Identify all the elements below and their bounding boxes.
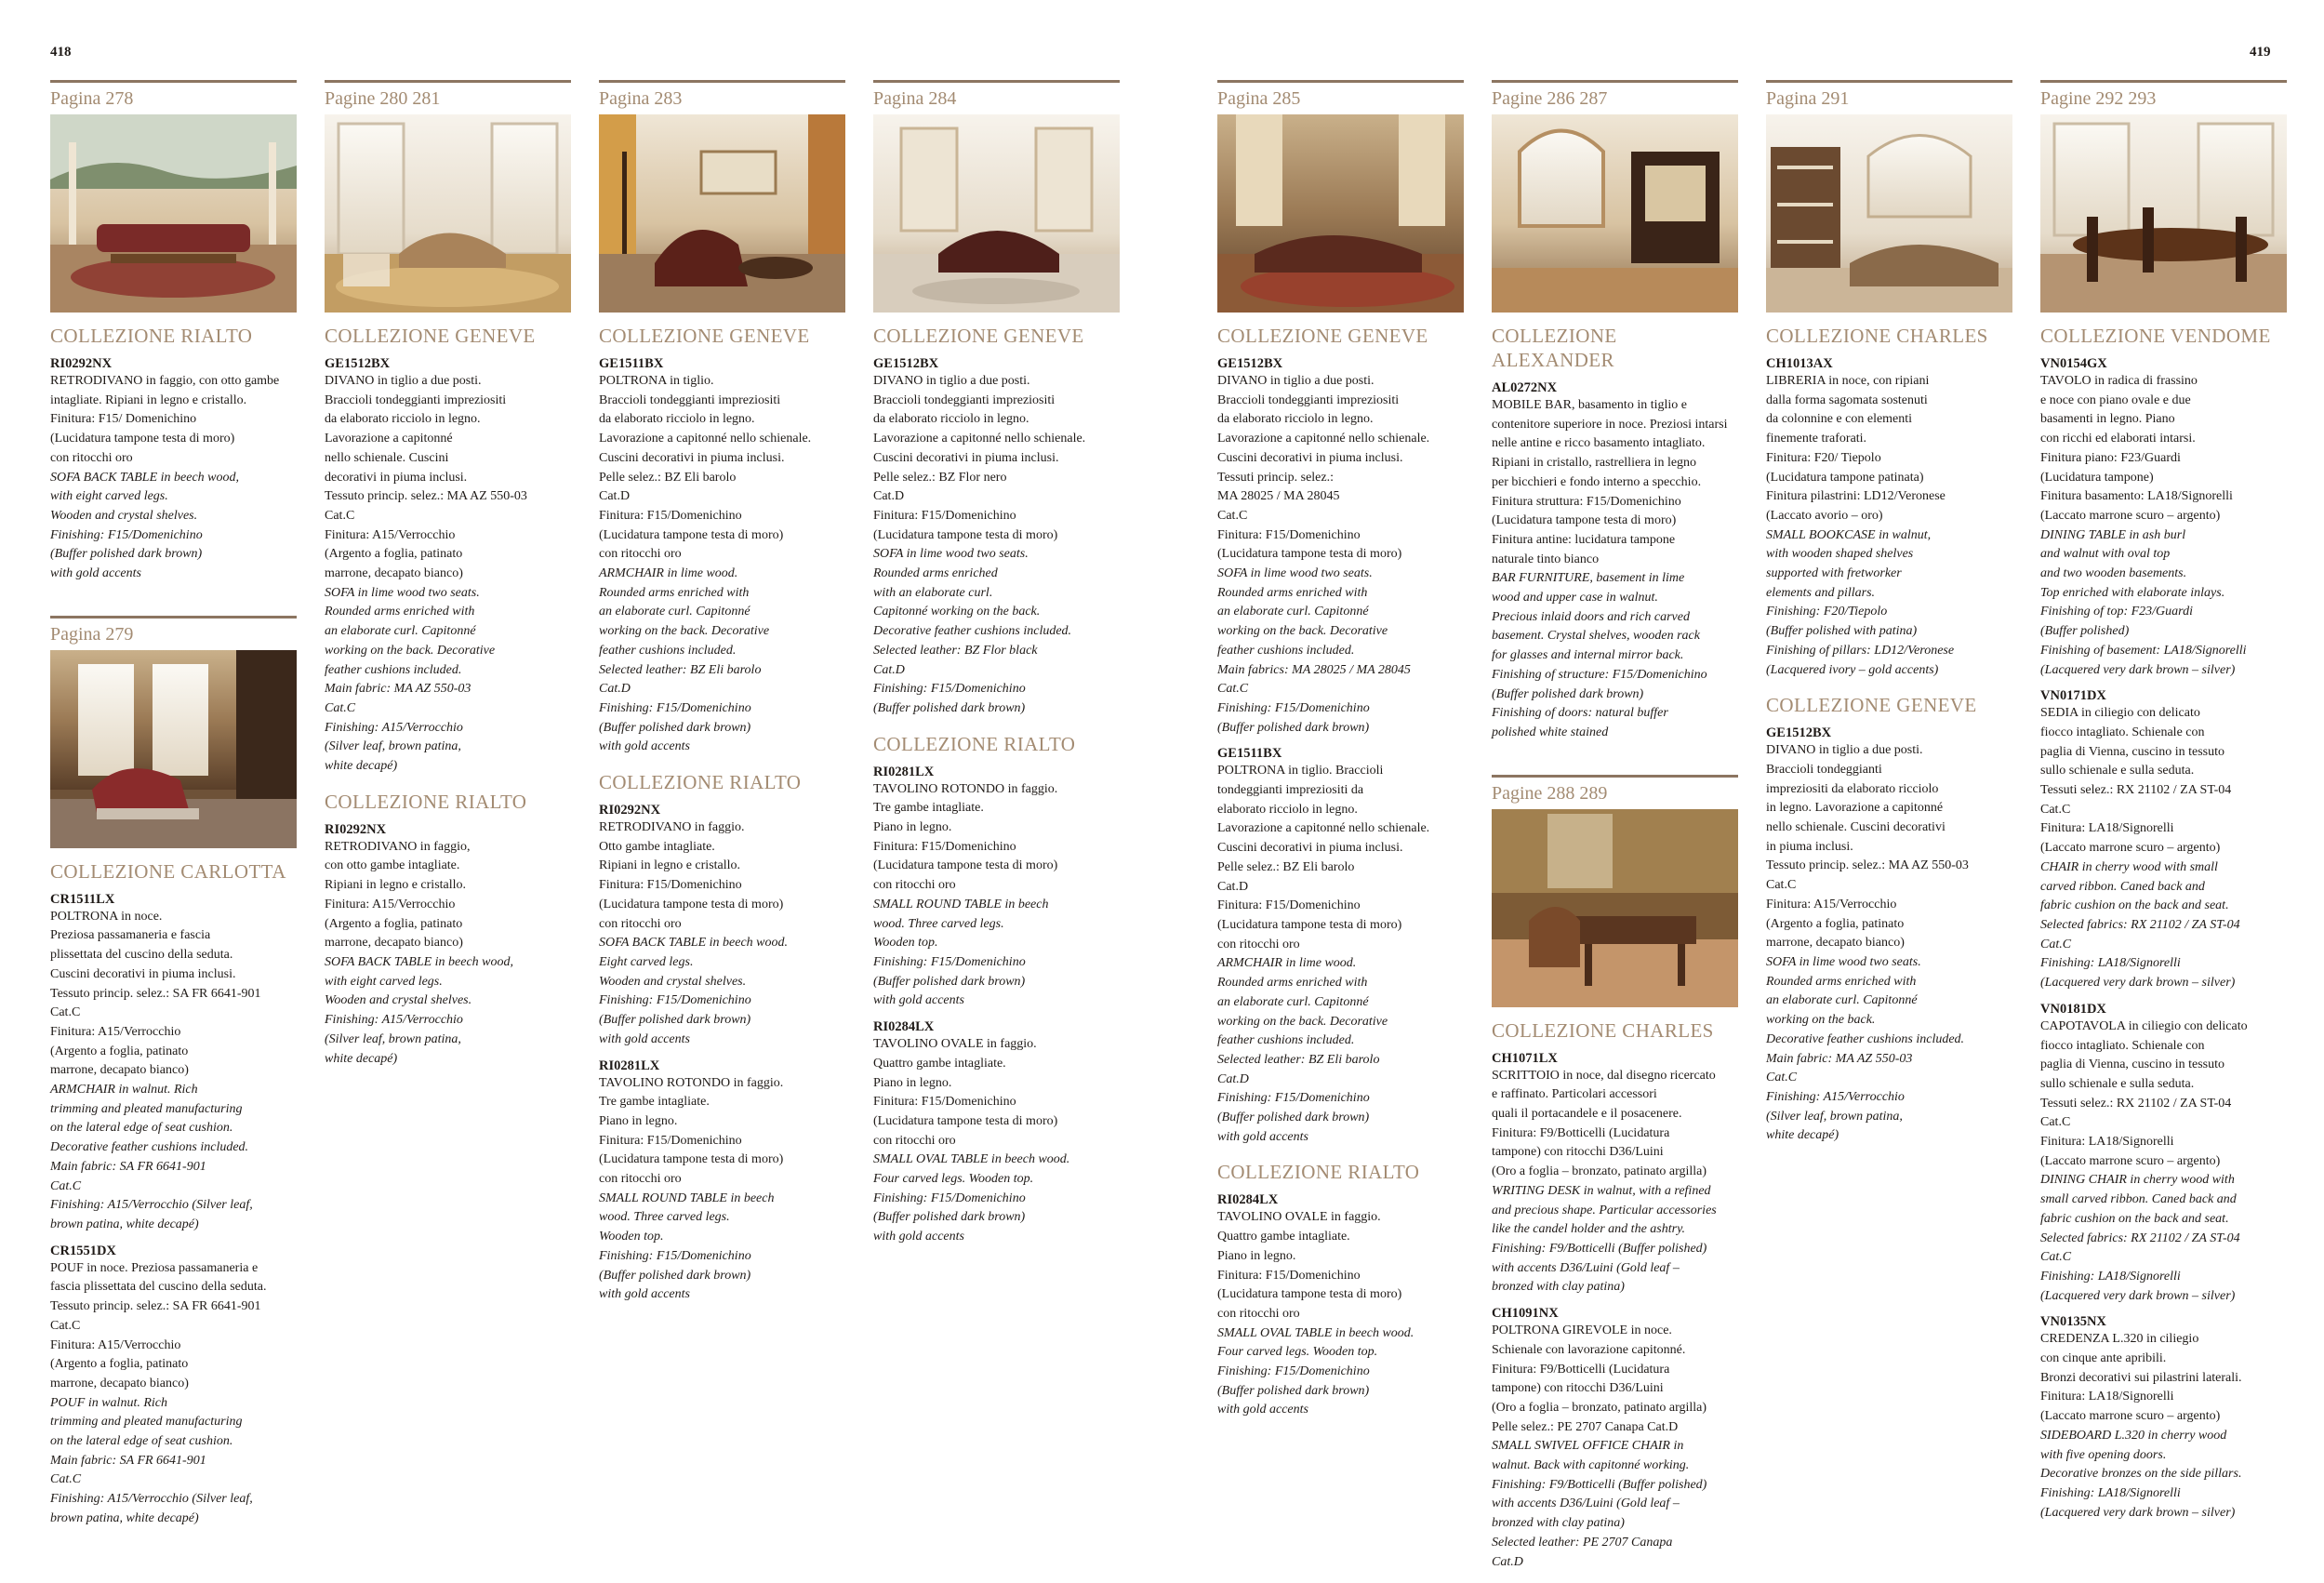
collection-title: COLLEZIONE GENEVE (599, 325, 810, 347)
product-code: VN0154GX (2040, 356, 2107, 371)
product-description-it: SEDIA in ciliegio con delicato fiocco intagliato. Schienale con paglia di Vienna, cuscino in tessuto sullo schienale e sulla seduta. Tessuti selez.: RX 21102 / ZA ST-04 Cat.C Finitura: LA18/Signorelli (Laccato marrone scuro – argento) (2040, 706, 2232, 856)
product-description-en: ARMCHAIR in lime wood. Rounded arms enriched with an elaborate curl. Capitonné working on the back. Decorative feather cushions included. Selected leather: BZ Eli barolo Cat.D Finishing: F15/Domenichino (Buffer polished dark brown) with gold accents (599, 566, 770, 754)
page-reference: Pagina 291 (1766, 88, 1850, 109)
product-description-it: POLTRONA in noce. Preziosa passamaneria e fascia plissettata del cuscino della seduta. Cuscini decorativi in piuma inclusi. Tessuto princip. selez.: SA FR 6641-901 Cat.C Finitura: A15/Verrocchio (Argento a foglia, patinato marrone, decapato bianco) (50, 909, 261, 1078)
product-photo (599, 114, 845, 313)
divider (1217, 80, 1464, 83)
product-description-it: DIVANO in tiglio a due posti. Braccioli tondeggianti impreziositi da elaborato ricciolo in legno. Lavorazione a capitonné nello schienale. Cuscini decorativi in piuma inclusi. Tessuti princip. selez.: MA 28025 / MA 28045 Cat.C Finitura: F15/Domenichino (Lucidatura tampone testa di moro) (1217, 374, 1430, 562)
column-6 (1492, 80, 1738, 1572)
product-code: RI0284LX (1217, 1192, 1279, 1208)
product-description-it: POLTRONA GIREVOLE in noce. Schienale con lavorazione capitonné. Finitura: F9/Botticelli (Lucidatura tampone) con ritocchi D36/Luini (Oro a foglia – bronzato, patinato argilla) Pelle selez.: PE 2707 Canapa Cat.D (1492, 1324, 1707, 1434)
product-description-it: LIBRERIA in noce, con ripiani dalla forma sagomata sostenuti da colonnine e con elementi finemente traforati. Finitura: F20/ Tiepolo (Lucidatura tampone patinata) Finitura pilastrini: LD12/Veronese (Laccato avorio – oro) (1766, 374, 1946, 523)
page-reference: Pagina 285 (1217, 88, 1301, 109)
page-reference: Pagina 279 (50, 623, 134, 645)
product-description-it: DIVANO in tiglio a due posti. Braccioli tondeggianti impreziositi da elaborato ricciolo in legno. Lavorazione a capitonné nello schienale. Cuscini decorativi in piuma inclusi. Tessuto princip. selez.: MA AZ 550-03 Cat.C Finitura: A15/Verrocchio (Argento a foglia, patinato marrone, decapato bianco) (1766, 743, 1969, 951)
product-description-en: SIDEBOARD L.320 in cherry wood with five opening doors. Decorative bronzes on the side pillars. Finishing: LA18/Signorelli (Lacquered very dark brown – silver) (2040, 1428, 2242, 1520)
product-code: GE1512BX (873, 356, 939, 371)
collection-title: COLLEZIONE RIALTO (50, 325, 253, 347)
product-description-it: CAPOTAVOLA in ciliegio con delicato fiocco intagliato. Schienale con paglia di Vienna, cuscino in tessuto sullo schienale e sulla seduta. Tessuti selez.: RX 21102 / ZA ST-04 Cat.C Finitura: LA18/Signorelli (Laccato marrone scuro – argento) (2040, 1018, 2248, 1168)
collection-title: COLLEZIONE RIALTO (873, 732, 1076, 755)
product-description-en: SOFA BACK TABLE in beech wood. Eight carved legs. Wooden and crystal shelves. Finishing: F15/Domenichino (Buffer polished dark brown) with gold accents (599, 936, 788, 1046)
product-photo (1766, 114, 2012, 313)
product-description-it: MOBILE BAR, basamento in tiglio e contenitore superiore in noce. Preziosi intarsi nelle antine e ricco basamento intagliato. Ripiani in cristallo, rastrelliera in legno per bicchieri e fondo interno a specchio. Finitura struttura: F15/Domenichino (Lucidatura tampone testa di moro) Finitura antine: lucidatura tampone naturale tinto bianco (1492, 398, 1728, 566)
column-3 (599, 80, 845, 1305)
product-description-it: POUF in noce. Preziosa passamaneria e fascia plissettata del cuscino della seduta. Tessuto princip. selez.: SA FR 6641-901 Cat.C Finitura: A15/Verrocchio (Argento a foglia, patinato marrone, decapato bianco) (50, 1260, 267, 1390)
product-photo (873, 114, 1120, 313)
product-description-en: DINING CHAIR in cherry wood with small carved ribbon. Caned back and fabric cushion on the back and seat. Selected fabrics: RX 21102 / ZA ST-04 Cat.C Finishing: LA18/Signorelli (Lacquered very dark brown – silver) (2040, 1173, 2240, 1303)
product-photo (1492, 809, 1738, 1007)
product-code: GE1512BX (1217, 356, 1283, 371)
divider (1766, 80, 2012, 83)
collection-title: COLLEZIONE ALEXANDER (1492, 325, 1617, 371)
product-description-it: TAVOLINO ROTONDO in faggio. Tre gambe intagliate. Piano in legno. Finitura: F15/Domenichino (Lucidatura tampone testa di moro) con ritocchi oro (873, 781, 1058, 893)
product-code: VN0135NX (2040, 1314, 2106, 1330)
page-reference: Pagine 288 289 (1492, 782, 1608, 804)
page-reference: Pagine 292 293 (2040, 88, 2157, 109)
collection-title: COLLEZIONE CHARLES (1492, 1018, 1714, 1042)
product-description-en: SMALL BOOKCASE in walnut, with wooden shaped shelves supported with fretworker elements and pillars. Finishing: F20/Tiepolo (Buffer polished with patina) Finishing of pillars: LD12/Veronese (Lacquered ivory – gold accents) (1766, 527, 1955, 677)
collection-title: COLLEZIONE RIALTO (1217, 1161, 1420, 1184)
divider (1492, 775, 1738, 778)
product-photo (325, 114, 571, 313)
product-code: CR1511LX (50, 891, 115, 907)
product-code: GE1511BX (1217, 746, 1282, 762)
divider (50, 80, 297, 83)
collection-title: COLLEZIONE GENEVE (1766, 694, 1977, 717)
column-1 (50, 80, 297, 1529)
divider (873, 80, 1120, 83)
product-code: VN0171DX (2040, 688, 2106, 704)
collection-title: COLLEZIONE VENDOME (2040, 325, 2271, 347)
product-description-it: DIVANO in tiglio a due posti. Braccioli tondeggianti impreziositi da elaborato ricciolo in legno. Lavorazione a capitonné nello schienale. Cuscini decorativi in piuma inclusi. Tessuto princip. selez.: MA AZ 550-03 Cat.C Finitura: A15/Verrocchio (Argento a foglia, patinato marrone, decapato bianco) (325, 374, 527, 581)
divider (325, 80, 571, 83)
product-description-en: ARMCHAIR in lime wood. Rounded arms enriched with an elaborate curl. Capitonné working on the back. Decorative feather cushions included. Selected leather: BZ Eli barolo Cat.D Finishing: F15/Domenichino (Buffer polished dark brown) with gold accents (1217, 956, 1388, 1144)
product-description-en: SOFA in lime wood two seats. Rounded arms enriched with an elaborate curl. Capitonné working on the back. Decorative feather cushions included. Main fabric: MA AZ 550-03 Cat.C Finishing: A15/Verrocchio (Silver leaf, brown patina, white decapé) (1766, 954, 1965, 1143)
product-code: RI0281LX (873, 764, 935, 779)
page-reference: Pagine 286 287 (1492, 88, 1608, 109)
collection-title: COLLEZIONE CHARLES (1766, 325, 1988, 347)
divider (2040, 80, 2287, 83)
product-code: RI0292NX (50, 356, 113, 371)
product-code: GE1511BX (599, 356, 664, 371)
product-photo (2040, 114, 2287, 313)
product-description-it: CREDENZA L.320 in ciliegio con cinque ante apribili. Bronzi decorativi sui pilastrini laterali. Finitura: LA18/Signorelli (Laccato marrone scuro – argento) (2040, 1332, 2242, 1424)
product-description-it: TAVOLINO OVALE in faggio. Quattro gambe intagliate. Piano in legno. Finitura: F15/Domenichino (Lucidatura tampone testa di moro) con ritocchi oro (873, 1037, 1058, 1148)
product-description-en: SMALL OVAL TABLE in beech wood. Four carved legs. Wooden top. Finishing: F15/Domenichino (Buffer polished dark brown) with gold accents (873, 1152, 1070, 1244)
product-description-it: DIVANO in tiglio a due posti. Braccioli tondeggianti impreziositi da elaborato ricciolo in legno. Lavorazione a capitonné nello schienale. Cuscini decorativi in piuma inclusi. Pelle selez.: BZ Flor nero Cat.D Finitura: F15/Domenichino (Lucidatura tampone testa di moro) (873, 374, 1086, 542)
product-code: GE1512BX (325, 356, 391, 371)
page-reference: Pagine 280 281 (325, 88, 441, 109)
product-description-it: SCRITTOIO in noce, dal disegno ricercato e raffinato. Particolari accessori quali il portacandele e il posacenere. Finitura: F9/Botticelli (Lucidatura tampone) con ritocchi D36/Luini (Oro a foglia – bronzato, patinato argilla) (1492, 1068, 1716, 1179)
product-code: CH1013AX (1766, 356, 1833, 371)
product-description-en: ARMCHAIR in walnut. Rich trimming and pleated manufacturing on the lateral edge of seat cushion. Decorative feather cushions included. Main fabric: SA FR 6641-901 Cat.C Finishing: A15/Verrocchio (Silver leaf, brown patina, white decapé) (50, 1083, 253, 1231)
collection-title: COLLEZIONE RIALTO (325, 790, 527, 813)
product-code: CR1551DX (50, 1243, 116, 1258)
product-code: GE1512BX (1766, 725, 1832, 741)
product-description-it: TAVOLO in radica di frassino e noce con piano ovale e due basamenti in legno. Piano con ricchi ed elaborati intarsi. Finitura piano: F23/Guardi (Lucidatura tampone) Finitura basamento: LA18/Signorelli (Laccato marrone scuro – argento) (2040, 374, 2233, 523)
collection-title: COLLEZIONE GENEVE (325, 325, 536, 347)
product-photo (1492, 114, 1738, 313)
product-code: RI0292NX (599, 803, 661, 818)
product-description-en: WRITING DESK in walnut, with a refined and precious shape. Particular accessories like the candel holder and the ashtry. Finishing: F9/Botticelli (Buffer polished) with accents D36/Luini (Gold leaf – bronzed with clay patina) (1492, 1183, 1717, 1295)
product-description-en: POUF in walnut. Rich trimming and pleated manufacturing on the lateral edge of seat cushion. Main fabric: SA FR 6641-901 Cat.C Finishing: A15/Verrocchio (Silver leaf, brown patina, white decapé) (50, 1395, 253, 1525)
page-reference: Pagina 283 (599, 88, 683, 109)
divider (1492, 80, 1738, 83)
page-reference: Pagina 278 (50, 88, 134, 109)
product-code: CH1091NX (1492, 1306, 1559, 1322)
product-description-en: SMALL ROUND TABLE in beech wood. Three carved legs. Wooden top. Finishing: F15/Domenichino (Buffer polished dark brown) with gold accents (873, 897, 1049, 1008)
product-description-en: DINING TABLE in ash burl and walnut with oval top and two wooden basements. Top enriched with elaborate inlays. Finishing of top: F23/Guardi (Buffer polished) Finishing of basement: LA18/Signorelli (Lacquered very dark brown – silver) (2040, 527, 2247, 677)
product-description-it: POLTRONA in tiglio. Braccioli tondeggianti impreziositi da elaborato ricciolo in legno. Lavorazione a capitonné nello schienale. Cuscini decorativi in piuma inclusi. Pelle selez.: BZ Eli barolo Cat.D Finitura: F15/Domenichino (Lucidatura tampone testa di moro) con ritocchi oro (599, 374, 812, 562)
product-description-it: RETRODIVANO in faggio, con otto gambe intagliate. Ripiani in legno e cristallo. Finitura: F15/ Domenichino (Lucidatura tampone testa di moro) con ritocchi oro (50, 374, 280, 465)
product-code: CH1071LX (1492, 1050, 1558, 1066)
product-description-en: SOFA BACK TABLE in beech wood, with eight carved legs. Wooden and crystal shelves. Finishing: A15/Verrocchio (Silver leaf, brown patina, white decapé) (325, 954, 513, 1066)
column-2 (325, 80, 571, 1069)
collection-title: COLLEZIONE GENEVE (1217, 325, 1428, 347)
product-description-it: RETRODIVANO in faggio, con otto gambe intagliate. Ripiani in legno e cristallo. Finitura: A15/Verrocchio (Argento a foglia, patinato marrone, decapato bianco) (325, 839, 471, 951)
product-description-en: SOFA in lime wood two seats. Rounded arms enriched with an elaborate curl. Capitonné working on the back. Decorative feather cushions included. Main fabrics: MA 28025 / MA 28045 Cat.C Finishing: F15/Domenichino (Buffer polished dark brown) (1217, 566, 1411, 735)
product-code: AL0272NX (1492, 380, 1558, 395)
product-description-en: SMALL ROUND TABLE in beech wood. Three carved legs. Wooden top. Finishing: F15/Domenichino (Buffer polished dark brown) with gold accents (599, 1191, 775, 1302)
product-code: RI0281LX (599, 1058, 660, 1073)
product-description-en: SMALL SWIVEL OFFICE CHAIR in walnut. Back with capitonné working. Finishing: F9/Botticelli (Buffer polished) with accents D36/Luini (Gold leaf – bronzed with clay patina) Selected leather: PE 2707 Canapa Cat.D (1492, 1439, 1707, 1569)
product-photo (50, 650, 297, 848)
product-description-en: SOFA in lime wood two seats. Rounded arms enriched with an elaborate curl. Capitonné working on the back. Decorative feather cushions included. Main fabric: MA AZ 550-03 Cat.C Finishing: A15/Verrocchio (Silver leaf, brown patina, white decapé) (325, 585, 496, 774)
divider (599, 80, 845, 83)
page-number-left: 418 (50, 45, 72, 60)
product-photo (50, 114, 297, 313)
column-4 (873, 80, 1120, 1247)
product-code: VN0181DX (2040, 1001, 2106, 1017)
page-number-right: 419 (2250, 45, 2271, 60)
product-description-en: BAR FURNITURE, basement in lime wood and upper case in walnut. Precious inlaid doors and rich carved basement. Crystal shelves, wooden rack for glasses and internal mirror back. Finishing of structure: F15/Domenichino (Buffer polished dark brown) Finishing of doors: natural buffer polished white stained (1492, 571, 1707, 739)
product-description-it: POLTRONA in tiglio. Braccioli tondeggianti impreziositi da elaborato ricciolo in legno. Lavorazione a capitonné nello schienale. Cuscini decorativi in piuma inclusi. Pelle selez.: BZ Eli barolo Cat.D Finitura: F15/Domenichino (Lucidatura tampone testa di moro) con ritocchi oro (1217, 764, 1430, 951)
product-description-en: SOFA BACK TABLE in beech wood, with eight carved legs. Wooden and crystal shelves. Finishing: F15/Domenichino (Buffer polished dark brown) with gold accents (50, 470, 239, 581)
column-7 (1766, 80, 2012, 1146)
product-description-it: TAVOLINO OVALE in faggio. Quattro gambe intagliate. Piano in legno. Finitura: F15/Domenichino (Lucidatura tampone testa di moro) con ritocchi oro (1217, 1210, 1402, 1321)
product-description-en: CHAIR in cherry wood with small carved ribbon. Caned back and fabric cushion on the back and seat. Selected fabrics: RX 21102 / ZA ST-04 Cat.C Finishing: LA18/Signorelli (Lacquered very dark brown – silver) (2040, 859, 2240, 991)
product-photo (1217, 114, 1464, 313)
divider (50, 616, 297, 619)
page-reference: Pagina 284 (873, 88, 957, 109)
product-description-en: SOFA in lime wood two seats. Rounded arms enriched with an elaborate curl. Capitonné working on the back. Decorative feather cushions included. Selected leather: BZ Flor black Cat.D Finishing: F15/Domenichino (Buffer polished dark brown) (873, 547, 1072, 715)
product-description-it: TAVOLINO ROTONDO in faggio. Tre gambe intagliate. Piano in legno. Finitura: F15/Domenichino (Lucidatura tampone testa di moro) con ritocchi oro (599, 1075, 784, 1187)
product-code: RI0292NX (325, 821, 387, 837)
product-description-it: RETRODIVANO in faggio. Otto gambe intagliate. Ripiani in legno e cristallo. Finitura: F15/Domenichino (Lucidatura tampone testa di moro) con ritocchi oro (599, 820, 784, 931)
column-8 (2040, 80, 2287, 1523)
collection-title: COLLEZIONE GENEVE (873, 325, 1084, 347)
product-code: RI0284LX (873, 1019, 935, 1035)
collection-title: COLLEZIONE RIALTO (599, 771, 802, 794)
column-5 (1217, 80, 1464, 1420)
collection-title: COLLEZIONE CARLOTTA (50, 859, 286, 883)
product-description-en: SMALL OVAL TABLE in beech wood. Four carved legs. Wooden top. Finishing: F15/Domenichino (Buffer polished dark brown) with gold accents (1217, 1325, 1414, 1417)
